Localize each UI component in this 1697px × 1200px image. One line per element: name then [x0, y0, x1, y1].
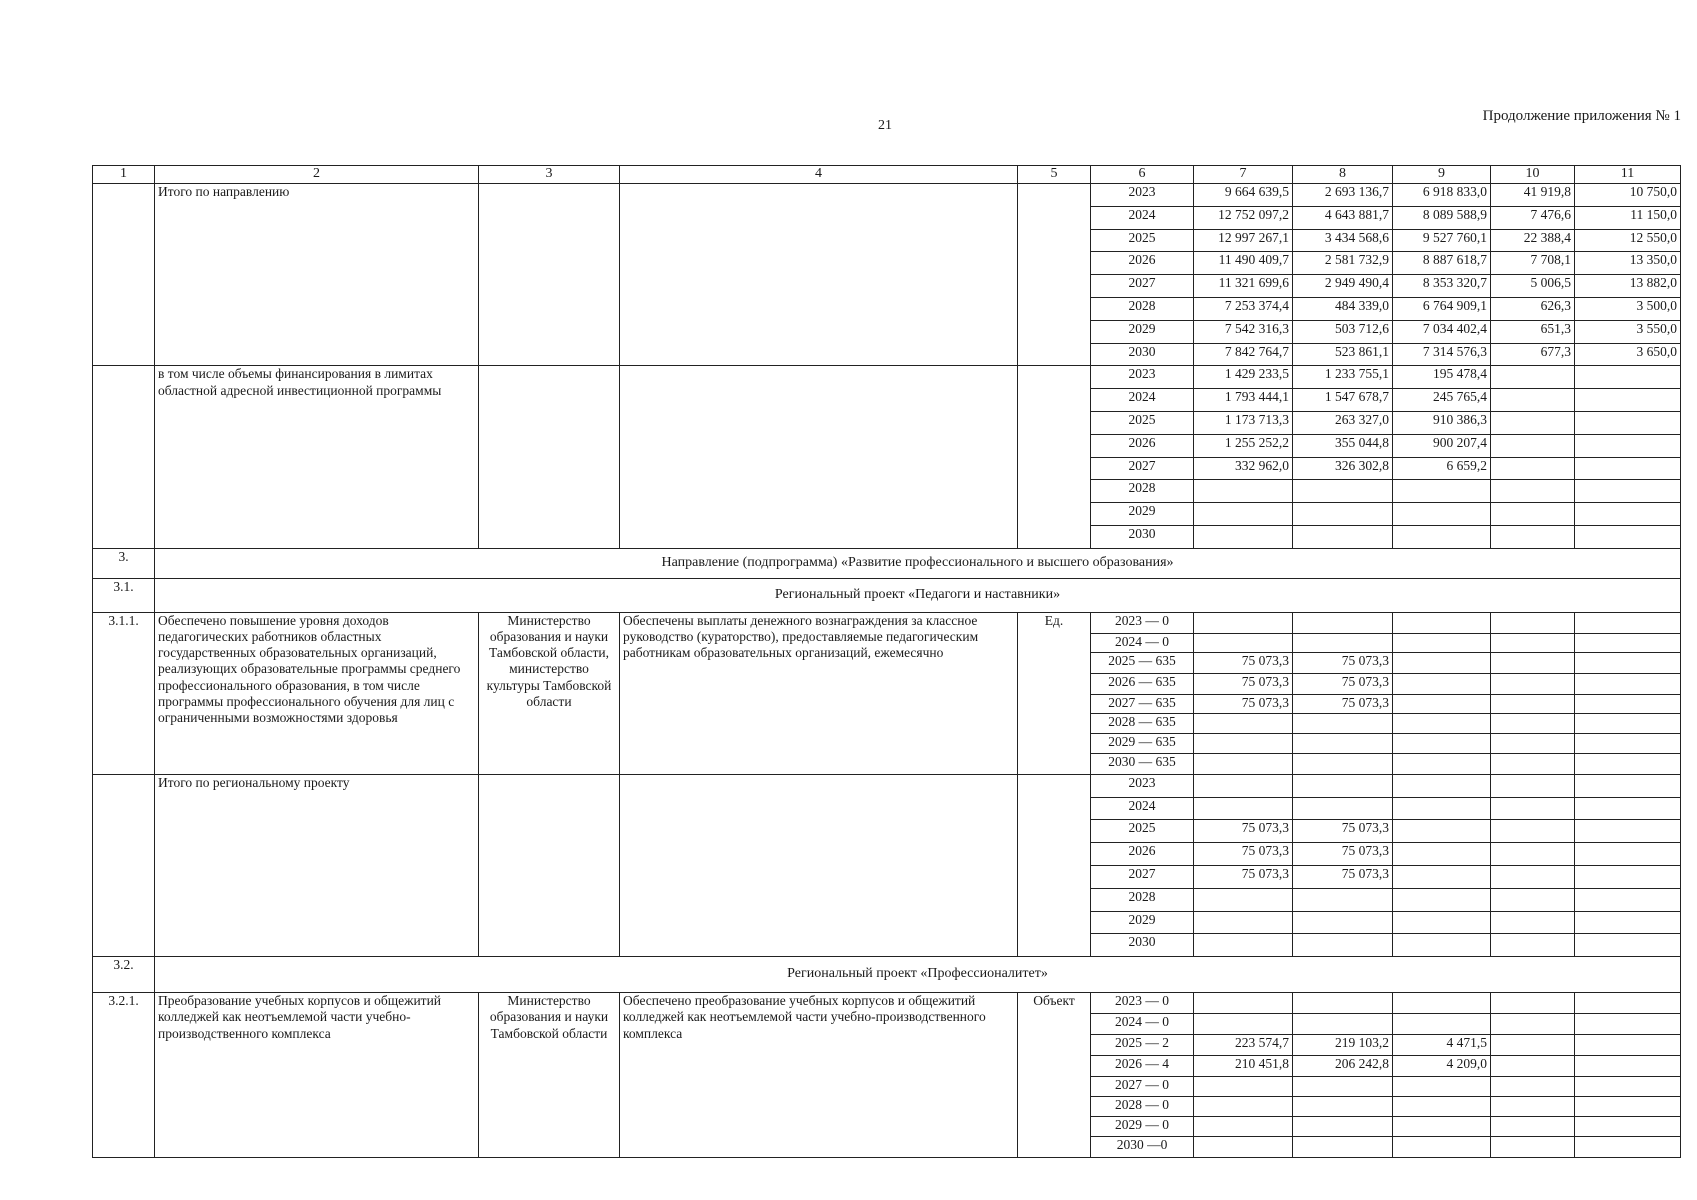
responsible-cell: Министерство образования и науки Тамбовской области: [479, 993, 620, 1158]
amount-cell-c7: 1 173 713,3: [1194, 411, 1293, 434]
amount-cell-c7: [1194, 1097, 1293, 1117]
amount-cell-c11: [1575, 480, 1681, 503]
year-cell: 2024 — 0: [1091, 633, 1194, 652]
amount-cell-c10: 626,3: [1491, 297, 1575, 320]
year-cell: 2025: [1091, 229, 1194, 252]
amount-cell-c11: [1575, 1117, 1681, 1137]
column-number-row: [93, 166, 1681, 184]
amount-cell-c8: 4 643 881,7: [1293, 206, 1393, 229]
amount-cell-c8: 75 073,3: [1293, 865, 1393, 888]
amount-cell-c11: [1575, 1137, 1681, 1158]
amount-cell-c7: [1194, 1117, 1293, 1137]
amount-cell-c9: [1393, 1097, 1491, 1117]
year-cell: 2024 — 0: [1091, 1014, 1194, 1035]
amount-cell-c9: 900 207,4: [1393, 434, 1491, 457]
year-cell: 2029: [1091, 320, 1194, 343]
amount-cell-c10: 41 919,8: [1491, 184, 1575, 207]
table-row: [93, 993, 1681, 1014]
amount-cell-c10: [1491, 1137, 1575, 1158]
amount-cell-c9: 8 089 588,9: [1393, 206, 1491, 229]
year-cell: 2024: [1091, 206, 1194, 229]
amount-cell-c10: [1491, 911, 1575, 934]
amount-cell-c8: [1293, 1014, 1393, 1035]
amount-cell-c8: 75 073,3: [1293, 652, 1393, 673]
result-cell: [620, 366, 1018, 548]
amount-cell-c10: [1491, 797, 1575, 820]
amount-cell-c10: [1491, 993, 1575, 1014]
amount-cell-c8: [1293, 525, 1393, 548]
amount-cell-c7: [1194, 753, 1293, 774]
year-cell: 2029: [1091, 911, 1194, 934]
column-header: 4: [620, 166, 1018, 184]
year-cell: 2027: [1091, 275, 1194, 298]
amount-cell-c11: [1575, 366, 1681, 389]
amount-cell-c8: 75 073,3: [1293, 843, 1393, 866]
amount-cell-c10: [1491, 480, 1575, 503]
amount-cell-c10: [1491, 1035, 1575, 1056]
item-name-cell: Обеспечено повышение уровня доходов педагогических работников областных государственных образовательных организаций, реализующих образовательные программы среднего профессионального образования, в том числе программы профессионального обучения для лиц с ограниченными возможностями здоровья: [155, 612, 479, 774]
amount-cell-c7: [1194, 525, 1293, 548]
amount-cell-c9: 9 527 760,1: [1393, 229, 1491, 252]
year-cell: 2024: [1091, 389, 1194, 412]
result-cell: [620, 184, 1018, 366]
amount-cell-c9: [1393, 713, 1491, 733]
amount-cell-c11: [1575, 820, 1681, 843]
amount-cell-c8: 75 073,3: [1293, 694, 1393, 713]
table-row: [93, 612, 1681, 633]
amount-cell-c11: [1575, 673, 1681, 694]
amount-cell-c8: [1293, 911, 1393, 934]
amount-cell-c8: [1293, 612, 1393, 633]
amount-cell-c8: 2 581 732,9: [1293, 252, 1393, 275]
year-cell: 2030: [1091, 525, 1194, 548]
item-number-cell: 3.1.1.: [93, 612, 155, 774]
amount-cell-c7: 75 073,3: [1194, 843, 1293, 866]
column-header: 6: [1091, 166, 1194, 184]
section-number: 3.2.: [93, 957, 155, 993]
amount-cell-c9: [1393, 888, 1491, 911]
amount-cell-c11: [1575, 843, 1681, 866]
year-cell: 2028: [1091, 480, 1194, 503]
amount-cell-c10: 22 388,4: [1491, 229, 1575, 252]
amount-cell-c7: 11 321 699,6: [1194, 275, 1293, 298]
section-row: [93, 957, 1681, 993]
amount-cell-c11: 3 650,0: [1575, 343, 1681, 366]
amount-cell-c11: 13 350,0: [1575, 252, 1681, 275]
amount-cell-c10: [1491, 1056, 1575, 1077]
column-header: 3: [479, 166, 620, 184]
amount-cell-c9: 8 887 618,7: [1393, 252, 1491, 275]
amount-cell-c9: [1393, 1077, 1491, 1097]
amount-cell-c11: [1575, 1014, 1681, 1035]
section-number: 3.1.: [93, 578, 155, 612]
amount-cell-c11: [1575, 1035, 1681, 1056]
amount-cell-c7: [1194, 911, 1293, 934]
item-number-cell: [93, 774, 155, 956]
section-row: [93, 548, 1681, 578]
amount-cell-c7: [1194, 612, 1293, 633]
item-name-cell: Преобразование учебных корпусов и общежитий колледжей как неотъемлемой части учебно-производственного комплекса: [155, 993, 479, 1158]
column-header: 8: [1293, 166, 1393, 184]
amount-cell-c10: [1491, 753, 1575, 774]
amount-cell-c9: [1393, 843, 1491, 866]
amount-cell-c8: 206 242,8: [1293, 1056, 1393, 1077]
amount-cell-c11: [1575, 797, 1681, 820]
amount-cell-c10: 677,3: [1491, 343, 1575, 366]
amount-cell-c9: [1393, 797, 1491, 820]
amount-cell-c10: [1491, 411, 1575, 434]
amount-cell-c7: 7 542 316,3: [1194, 320, 1293, 343]
amount-cell-c10: 7 476,6: [1491, 206, 1575, 229]
amount-cell-c9: 7 314 576,3: [1393, 343, 1491, 366]
amount-cell-c8: [1293, 993, 1393, 1014]
amount-cell-c10: [1491, 673, 1575, 694]
column-header: 10: [1491, 166, 1575, 184]
year-cell: 2029 — 0: [1091, 1117, 1194, 1137]
amount-cell-c10: [1491, 1117, 1575, 1137]
amount-cell-c11: [1575, 993, 1681, 1014]
amount-cell-c9: 6 764 909,1: [1393, 297, 1491, 320]
amount-cell-c10: 7 708,1: [1491, 252, 1575, 275]
column-header: 1: [93, 166, 155, 184]
item-name-cell: Итого по региональному проекту: [155, 774, 479, 956]
item-name-cell: в том числе объемы финансирования в лимитах областной адресной инвестиционной программы: [155, 366, 479, 548]
amount-cell-c11: [1575, 774, 1681, 797]
amount-cell-c7: [1194, 713, 1293, 733]
responsible-cell: Министерство образования и науки Тамбовской области, министерство культуры Тамбовской области: [479, 612, 620, 774]
amount-cell-c8: 75 073,3: [1293, 820, 1393, 843]
result-cell: Обеспечено преобразование учебных корпусов и общежитий колледжей как неотъемлемой части учебно-производственного комплекса: [620, 993, 1018, 1158]
year-cell: 2029: [1091, 503, 1194, 526]
year-cell: 2025: [1091, 820, 1194, 843]
amount-cell-c10: [1491, 934, 1575, 957]
amount-cell-c7: [1194, 503, 1293, 526]
amount-cell-c8: 2 693 136,7: [1293, 184, 1393, 207]
amount-cell-c11: 13 882,0: [1575, 275, 1681, 298]
amount-cell-c11: [1575, 1077, 1681, 1097]
year-cell: 2030 —0: [1091, 1137, 1194, 1158]
item-number-cell: 3.2.1.: [93, 993, 155, 1158]
section-title: Региональный проект «Профессионалитет»: [155, 957, 1681, 993]
amount-cell-c10: 5 006,5: [1491, 275, 1575, 298]
amount-cell-c10: [1491, 733, 1575, 753]
amount-cell-c8: [1293, 713, 1393, 733]
amount-cell-c10: [1491, 457, 1575, 480]
amount-cell-c10: [1491, 366, 1575, 389]
amount-cell-c11: [1575, 934, 1681, 957]
amount-cell-c7: [1194, 633, 1293, 652]
amount-cell-c10: [1491, 652, 1575, 673]
amount-cell-c10: [1491, 694, 1575, 713]
amount-cell-c8: [1293, 753, 1393, 774]
amount-cell-c9: [1393, 525, 1491, 548]
year-cell: 2029 — 635: [1091, 733, 1194, 753]
year-cell: 2023: [1091, 184, 1194, 207]
amount-cell-c11: 11 150,0: [1575, 206, 1681, 229]
responsible-cell: [479, 366, 620, 548]
amount-cell-c8: 355 044,8: [1293, 434, 1393, 457]
year-cell: 2023: [1091, 366, 1194, 389]
year-cell: 2026: [1091, 252, 1194, 275]
amount-cell-c7: 75 073,3: [1194, 673, 1293, 694]
year-cell: 2025: [1091, 411, 1194, 434]
amount-cell-c7: [1194, 934, 1293, 957]
amount-cell-c10: [1491, 888, 1575, 911]
year-cell: 2027: [1091, 865, 1194, 888]
year-cell: 2025 — 635: [1091, 652, 1194, 673]
amount-cell-c9: [1393, 1117, 1491, 1137]
amount-cell-c11: [1575, 1056, 1681, 1077]
item-name-cell: Итого по направлению: [155, 184, 479, 366]
amount-cell-c8: 263 327,0: [1293, 411, 1393, 434]
year-cell: 2026: [1091, 843, 1194, 866]
continuation-note: Продолжение приложения № 1: [1482, 108, 1681, 124]
amount-cell-c9: [1393, 1137, 1491, 1158]
year-cell: 2026: [1091, 434, 1194, 457]
amount-cell-c7: 7 842 764,7: [1194, 343, 1293, 366]
amount-cell-c7: 332 962,0: [1194, 457, 1293, 480]
responsible-cell: [479, 774, 620, 956]
amount-cell-c10: [1491, 525, 1575, 548]
unit-cell: [1018, 774, 1091, 956]
year-cell: 2026 — 635: [1091, 673, 1194, 694]
amount-cell-c11: [1575, 652, 1681, 673]
item-number-cell: [93, 366, 155, 548]
amount-cell-c8: [1293, 797, 1393, 820]
column-header: 9: [1393, 166, 1491, 184]
amount-cell-c11: [1575, 434, 1681, 457]
amount-cell-c8: [1293, 480, 1393, 503]
column-header: 5: [1018, 166, 1091, 184]
year-cell: 2030: [1091, 343, 1194, 366]
amount-cell-c9: 245 765,4: [1393, 389, 1491, 412]
amount-cell-c9: [1393, 733, 1491, 753]
amount-cell-c11: [1575, 503, 1681, 526]
amount-cell-c8: [1293, 934, 1393, 957]
amount-cell-c10: [1491, 389, 1575, 412]
amount-cell-c11: [1575, 411, 1681, 434]
amount-cell-c7: [1194, 774, 1293, 797]
amount-cell-c9: 7 034 402,4: [1393, 320, 1491, 343]
amount-cell-c7: [1194, 1137, 1293, 1158]
amount-cell-c9: [1393, 694, 1491, 713]
amount-cell-c7: 75 073,3: [1194, 652, 1293, 673]
amount-cell-c11: [1575, 612, 1681, 633]
amount-cell-c10: [1491, 1014, 1575, 1035]
amount-cell-c9: [1393, 934, 1491, 957]
amount-cell-c9: [1393, 753, 1491, 774]
column-header: 2: [155, 166, 479, 184]
amount-cell-c9: 4 471,5: [1393, 1035, 1491, 1056]
amount-cell-c10: [1491, 1097, 1575, 1117]
amount-cell-c8: [1293, 633, 1393, 652]
section-title: Региональный проект «Педагоги и наставники»: [155, 578, 1681, 612]
amount-cell-c11: [1575, 865, 1681, 888]
year-cell: 2028: [1091, 297, 1194, 320]
amount-cell-c7: [1194, 1014, 1293, 1035]
amount-cell-c8: [1293, 503, 1393, 526]
year-cell: 2023: [1091, 774, 1194, 797]
amount-cell-c8: 503 712,6: [1293, 320, 1393, 343]
amount-cell-c11: 3 550,0: [1575, 320, 1681, 343]
amount-cell-c7: 1 255 252,2: [1194, 434, 1293, 457]
amount-cell-c9: [1393, 865, 1491, 888]
amount-cell-c9: 8 353 320,7: [1393, 275, 1491, 298]
amount-cell-c9: 4 209,0: [1393, 1056, 1491, 1077]
year-cell: 2027: [1091, 457, 1194, 480]
amount-cell-c7: 12 752 097,2: [1194, 206, 1293, 229]
amount-cell-c7: 11 490 409,7: [1194, 252, 1293, 275]
table-row: [93, 184, 1681, 207]
page-number: 21: [878, 118, 892, 133]
table-row: [93, 774, 1681, 797]
amount-cell-c8: 326 302,8: [1293, 457, 1393, 480]
amount-cell-c8: 3 434 568,6: [1293, 229, 1393, 252]
amount-cell-c11: [1575, 911, 1681, 934]
amount-cell-c8: [1293, 1077, 1393, 1097]
amount-cell-c7: 210 451,8: [1194, 1056, 1293, 1077]
responsible-cell: [479, 184, 620, 366]
amount-cell-c9: 910 386,3: [1393, 411, 1491, 434]
result-cell: Обеспечены выплаты денежного вознаграждения за классное руководство (кураторство), предоставляемые педагогическим работникам образовательных организаций, ежемесячно: [620, 612, 1018, 774]
amount-cell-c11: [1575, 457, 1681, 480]
amount-cell-c9: 6 918 833,0: [1393, 184, 1491, 207]
year-cell: 2030: [1091, 934, 1194, 957]
amount-cell-c8: [1293, 1117, 1393, 1137]
amount-cell-c11: 3 500,0: [1575, 297, 1681, 320]
amount-cell-c9: [1393, 652, 1491, 673]
item-number-cell: [93, 184, 155, 366]
year-cell: 2027 — 0: [1091, 1077, 1194, 1097]
unit-cell: [1018, 184, 1091, 366]
unit-cell: [1018, 366, 1091, 548]
amount-cell-c10: [1491, 820, 1575, 843]
section-title: Направление (подпрограмма) «Развитие профессионального и высшего образования»: [155, 548, 1681, 578]
amount-cell-c11: [1575, 694, 1681, 713]
amount-cell-c7: 75 073,3: [1194, 820, 1293, 843]
funding-table: [92, 165, 1681, 1158]
amount-cell-c8: [1293, 774, 1393, 797]
table-body: [93, 166, 1681, 1158]
amount-cell-c10: 651,3: [1491, 320, 1575, 343]
amount-cell-c7: [1194, 888, 1293, 911]
year-cell: 2023 — 0: [1091, 612, 1194, 633]
year-cell: 2027 — 635: [1091, 694, 1194, 713]
column-header: 7: [1194, 166, 1293, 184]
amount-cell-c10: [1491, 843, 1575, 866]
year-cell: 2028 — 635: [1091, 713, 1194, 733]
amount-cell-c9: [1393, 480, 1491, 503]
amount-cell-c11: [1575, 389, 1681, 412]
amount-cell-c11: [1575, 713, 1681, 733]
amount-cell-c8: [1293, 733, 1393, 753]
amount-cell-c9: [1393, 911, 1491, 934]
amount-cell-c11: [1575, 525, 1681, 548]
amount-cell-c11: [1575, 888, 1681, 911]
amount-cell-c10: [1491, 633, 1575, 652]
amount-cell-c11: [1575, 633, 1681, 652]
amount-cell-c8: [1293, 1137, 1393, 1158]
year-cell: 2023 — 0: [1091, 993, 1194, 1014]
unit-cell: Ед.: [1018, 612, 1091, 774]
amount-cell-c9: [1393, 633, 1491, 652]
section-number: 3.: [93, 548, 155, 578]
amount-cell-c8: 219 103,2: [1293, 1035, 1393, 1056]
year-cell: 2028 — 0: [1091, 1097, 1194, 1117]
table-row: [93, 366, 1681, 389]
amount-cell-c10: [1491, 713, 1575, 733]
amount-cell-c10: [1491, 503, 1575, 526]
year-cell: 2024: [1091, 797, 1194, 820]
amount-cell-c10: [1491, 865, 1575, 888]
amount-cell-c10: [1491, 1077, 1575, 1097]
amount-cell-c9: [1393, 612, 1491, 633]
amount-cell-c7: 7 253 374,4: [1194, 297, 1293, 320]
amount-cell-c11: [1575, 1097, 1681, 1117]
amount-cell-c8: 1 233 755,1: [1293, 366, 1393, 389]
amount-cell-c7: 12 997 267,1: [1194, 229, 1293, 252]
unit-cell: Объект: [1018, 993, 1091, 1158]
amount-cell-c7: 75 073,3: [1194, 865, 1293, 888]
year-cell: 2025 — 2: [1091, 1035, 1194, 1056]
amount-cell-c7: [1194, 797, 1293, 820]
amount-cell-c9: 6 659,2: [1393, 457, 1491, 480]
amount-cell-c10: [1491, 434, 1575, 457]
amount-cell-c9: [1393, 673, 1491, 694]
amount-cell-c8: [1293, 888, 1393, 911]
column-header: 11: [1575, 166, 1681, 184]
year-cell: 2030 — 635: [1091, 753, 1194, 774]
section-row: [93, 578, 1681, 612]
amount-cell-c7: 1 793 444,1: [1194, 389, 1293, 412]
amount-cell-c8: 523 861,1: [1293, 343, 1393, 366]
amount-cell-c7: 9 664 639,5: [1194, 184, 1293, 207]
amount-cell-c11: [1575, 753, 1681, 774]
amount-cell-c11: 12 550,0: [1575, 229, 1681, 252]
amount-cell-c7: [1194, 733, 1293, 753]
amount-cell-c10: [1491, 774, 1575, 797]
year-cell: 2028: [1091, 888, 1194, 911]
amount-cell-c11: [1575, 733, 1681, 753]
amount-cell-c8: 75 073,3: [1293, 673, 1393, 694]
amount-cell-c9: [1393, 1014, 1491, 1035]
amount-cell-c8: 2 949 490,4: [1293, 275, 1393, 298]
result-cell: [620, 774, 1018, 956]
amount-cell-c8: 1 547 678,7: [1293, 389, 1393, 412]
amount-cell-c9: [1393, 993, 1491, 1014]
amount-cell-c7: 1 429 233,5: [1194, 366, 1293, 389]
amount-cell-c9: [1393, 503, 1491, 526]
amount-cell-c8: [1293, 1097, 1393, 1117]
amount-cell-c7: [1194, 993, 1293, 1014]
year-cell: 2026 — 4: [1091, 1056, 1194, 1077]
amount-cell-c7: [1194, 480, 1293, 503]
amount-cell-c11: 10 750,0: [1575, 184, 1681, 207]
amount-cell-c7: 223 574,7: [1194, 1035, 1293, 1056]
amount-cell-c7: 75 073,3: [1194, 694, 1293, 713]
amount-cell-c7: [1194, 1077, 1293, 1097]
amount-cell-c8: 484 339,0: [1293, 297, 1393, 320]
amount-cell-c10: [1491, 612, 1575, 633]
amount-cell-c9: [1393, 774, 1491, 797]
amount-cell-c9: 195 478,4: [1393, 366, 1491, 389]
amount-cell-c9: [1393, 820, 1491, 843]
